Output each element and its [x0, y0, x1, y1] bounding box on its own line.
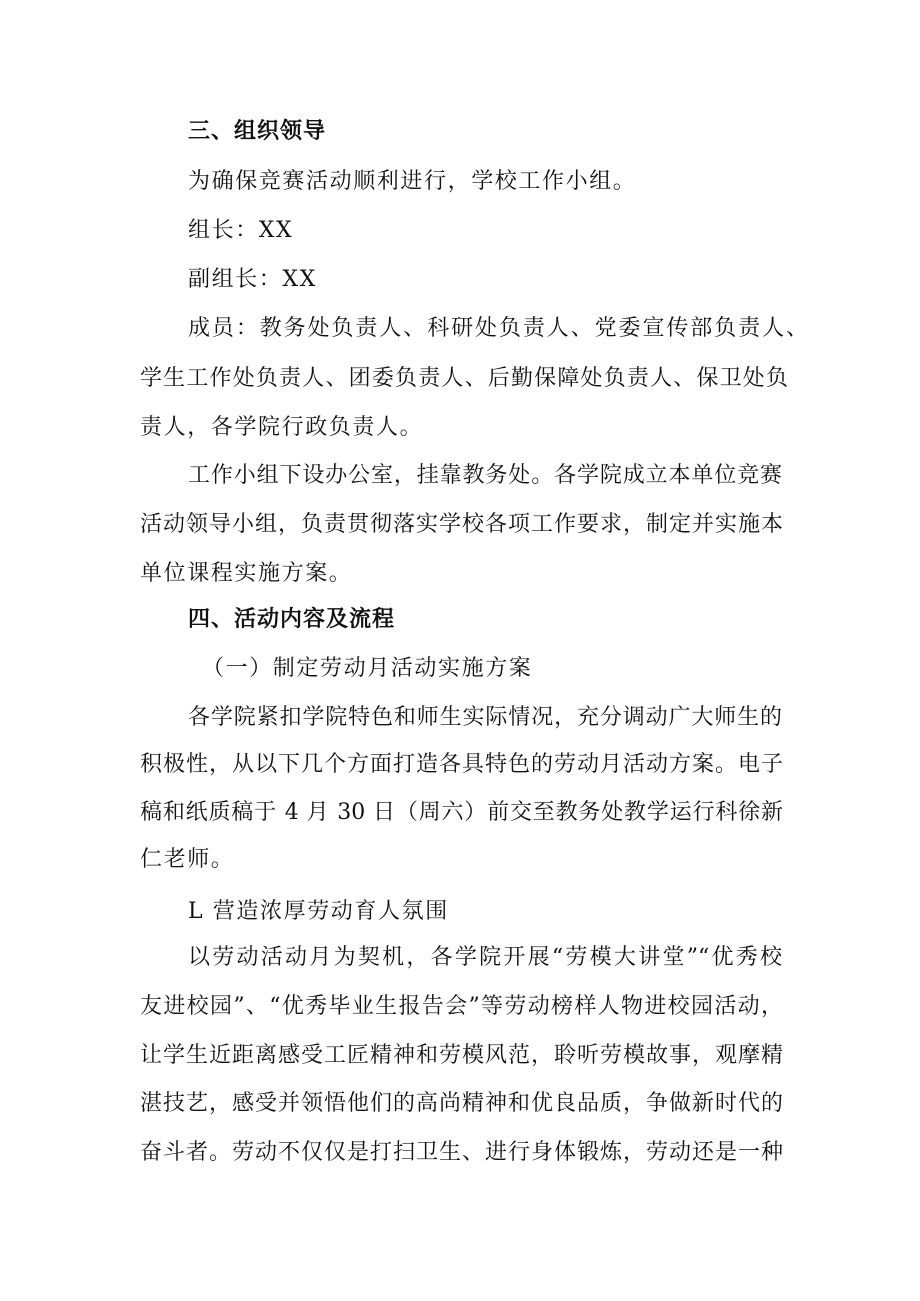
- paragraph-office-line: 工作小组下设办公室，挂靠教务处。各学院成立本单位竞赛: [188, 463, 782, 488]
- paragraph-atmosphere-line: 友进校园”、“优秀毕业生报告会”等劳动榜样人物进校园活动，: [140, 994, 783, 1019]
- section-heading-activities: 四、活动内容及流程: [188, 607, 396, 632]
- paragraph-members-line: 学生工作处负责人、团委负责人、后勤保障处负责人、保卫处负: [140, 366, 788, 391]
- paragraph-atmosphere-line: 以劳动活动月为契机，各学院开展“劳模大讲堂”“优秀校: [188, 945, 782, 970]
- paragraph-atmosphere-line: 奋斗者。劳动不仅仅是打扫卫生、进行身体锻炼，劳动还是一种: [140, 1140, 783, 1165]
- paragraph-office-line: 活动领导小组，负责贯彻落实学校各项工作要求，制定并实施本: [140, 512, 783, 537]
- subsection-title: （一）制定劳动月活动实施方案: [202, 656, 533, 681]
- paragraph-office-line: 单位课程实施方案。: [140, 561, 353, 586]
- section-heading-organization: 三、组织领导: [188, 119, 327, 144]
- paragraph-leader: 组长：XX: [188, 218, 294, 243]
- paragraph-atmosphere-line: 湛技艺，感受并领悟他们的高尚精神和优良品质，争做新时代的: [140, 1091, 783, 1116]
- item-title: L 营造浓厚劳动育人氛围: [188, 899, 449, 924]
- paragraph-vice-leader: 副组长：XX: [188, 267, 317, 292]
- paragraph-members-line: 责人，各学院行政负责人。: [140, 415, 424, 440]
- paragraph-plan-line: 稿和纸质稿于 4 月 30 日（周六）前交至教务处教学运行科徐新: [140, 800, 783, 825]
- paragraph-plan-line: 积极性，从以下几个方面打造各具特色的劳动月活动方案。电子: [140, 752, 783, 777]
- paragraph-intro: 为确保竞赛活动顺利进行，学校工作小组。: [188, 169, 637, 194]
- paragraph-plan-line: 各学院紧扣学院特色和师生实际情况，充分调动广大师生的: [188, 705, 782, 730]
- paragraph-plan-line: 仁老师。: [140, 847, 235, 872]
- paragraph-members-line: 成员：教务处负责人、科研处负责人、党委宣传部负责人、: [188, 316, 808, 341]
- paragraph-atmosphere-line: 让学生近距离感受工匠精神和劳模风范，聆听劳模故事，观摩精: [140, 1043, 783, 1068]
